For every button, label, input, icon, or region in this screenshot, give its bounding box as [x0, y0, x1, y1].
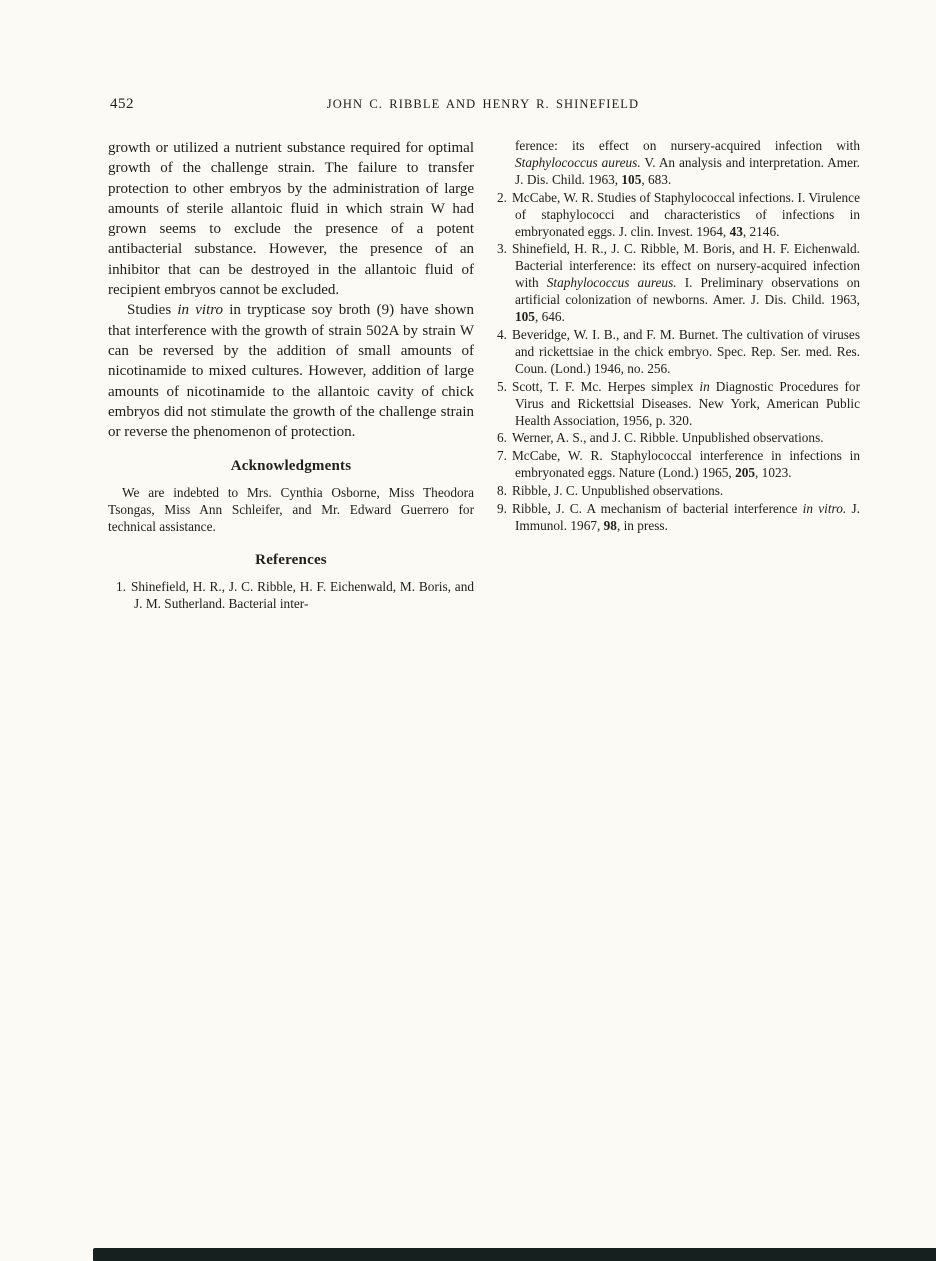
italic-text: in vitro: [177, 302, 224, 319]
bold-text: 105: [515, 309, 535, 325]
reference-text: Shinefield, H. R., J. C. Ribble, H. F. Eichenwald, M. Boris, and J. M. Sutherland. Bacterial inter-: [130, 578, 474, 611]
reference-text: Ribble, J. C. Unpublished observations.: [511, 483, 724, 499]
reference-text: Beveridge, W. I. B., and F. M. Burnet. The cultivation of viruses and rickettsiae in the chick embryo. Spec. Rep. Ser. med. Res. Coun. (Lond.) 1946, no. 256.: [511, 326, 860, 376]
left-column: [108, 138, 474, 614]
page-number: 452: [110, 96, 134, 112]
reference-number: 4.: [497, 326, 507, 342]
scan-artifact-bar: [93, 1248, 936, 1261]
reference-text: McCabe, W. R. Staphylococcal interference in infections in embryonated eggs. Nature (Lond.) 1965, 205, 1023.: [511, 448, 860, 481]
reference-text: Werner, A. S., and J. C. Ribble. Unpublished observations.: [511, 430, 824, 446]
reference-number: 7.: [497, 448, 507, 464]
reference-item: [489, 241, 860, 326]
running-head: JOHN C. RIBBLE AND HENRY R. SHINEFIELD: [326, 97, 640, 111]
reference-text: Shinefield, H. R., J. C. Ribble, M. Boris, and H. F. Eichenwald. Bacterial interference: its effect on nursery-acquired infection with Staphylococcus aureus. I. Preliminary observations on artificial colonization of newborns. Amer. J. Dis. Child. 1963, 105, 646.: [511, 241, 861, 325]
reference-number: 8.: [497, 483, 507, 499]
reference-item: [489, 327, 860, 378]
reference-number: 5.: [497, 378, 507, 394]
bold-text: 43: [729, 223, 743, 239]
reference-item: [489, 501, 860, 535]
two-column-body: [108, 138, 861, 614]
body-paragraph-1: growth or utilized a nutrient substance required for optimal growth of the challenge strain. The failure to transfer protection to other embryos by the administration of large amounts of sterile allantoic fluid in which strain W had grown seems to exclude the presence of a potent antibacterial substance. However, the presence of an inhibitor that can be destroyed in the allantoic fluid of recipient embryos cannot be excluded.: [108, 140, 474, 299]
references-list: [489, 190, 860, 535]
acknowledgments-heading: Acknowledgments: [230, 458, 352, 475]
italic-text: Staphylococcus aureus.: [515, 154, 641, 170]
reference-item: [489, 379, 860, 430]
reference-text: McCabe, W. R. Studies of Staphylococcal infections. I. Virulence of staphylococci and characteristics of infections in embryonated eggs. J. clin. Invest. 1964, 43, 2146.: [511, 189, 860, 239]
reference-item: [489, 190, 860, 241]
reference-item-1: [108, 579, 474, 613]
reference-number: 2.: [497, 189, 507, 205]
page-header: [108, 96, 858, 116]
right-column: [489, 138, 860, 614]
reference-text: Ribble, J. C. A mechanism of bacterial interference in vitro. J. Immunol. 1967, 98, in press.: [511, 501, 860, 533]
reference-text: Scott, T. F. Mc. Herpes simplex in Diagnostic Procedures for Virus and Rickettsial Diseases. New York, American Public Health Association, 1956, p. 320.: [511, 378, 860, 428]
reference-number: 6.: [497, 430, 507, 446]
italic-text: in vitro.: [802, 501, 847, 517]
reference-item: [489, 430, 860, 447]
bold-text: 205: [735, 465, 756, 481]
italic-text: Staphylococcus aureus.: [546, 275, 677, 291]
reference-1-continuation: ference: its effect on nursery-acquired infection with Staphylococcus aureus. V. An analysis and interpretation. Amer. J. Dis. Child. 1963, 105, 683.: [515, 138, 860, 187]
reference-number: 3.: [497, 241, 507, 257]
bold-text: 105: [621, 171, 642, 187]
italic-text: in: [699, 378, 710, 394]
bold-text: 98: [603, 517, 617, 533]
body-paragraph-2: Studies in vitro in trypticase soy broth (9) have shown that interference with the growth of strain 502A by strain W can be reversed by the addition of small amounts of nicotinamide to mixed cultures. However, addition of large amounts of nicotinamide to the allantoic cavity of chick embryos did not stimulate the growth of the challenge strain or reverse the phenomenon of protection.: [108, 302, 474, 441]
reference-number: 1.: [116, 578, 126, 594]
references-heading: References: [255, 551, 327, 568]
reference-item: [489, 448, 860, 482]
acknowledgments-text: We are indebted to Mrs. Cynthia Osborne, Miss Theodora Tsongas, Miss Ann Schleifer, and Mr. Edward Guerrero for technical assistance.: [108, 485, 474, 535]
reference-item: [489, 483, 860, 500]
reference-number: 9.: [497, 501, 507, 517]
